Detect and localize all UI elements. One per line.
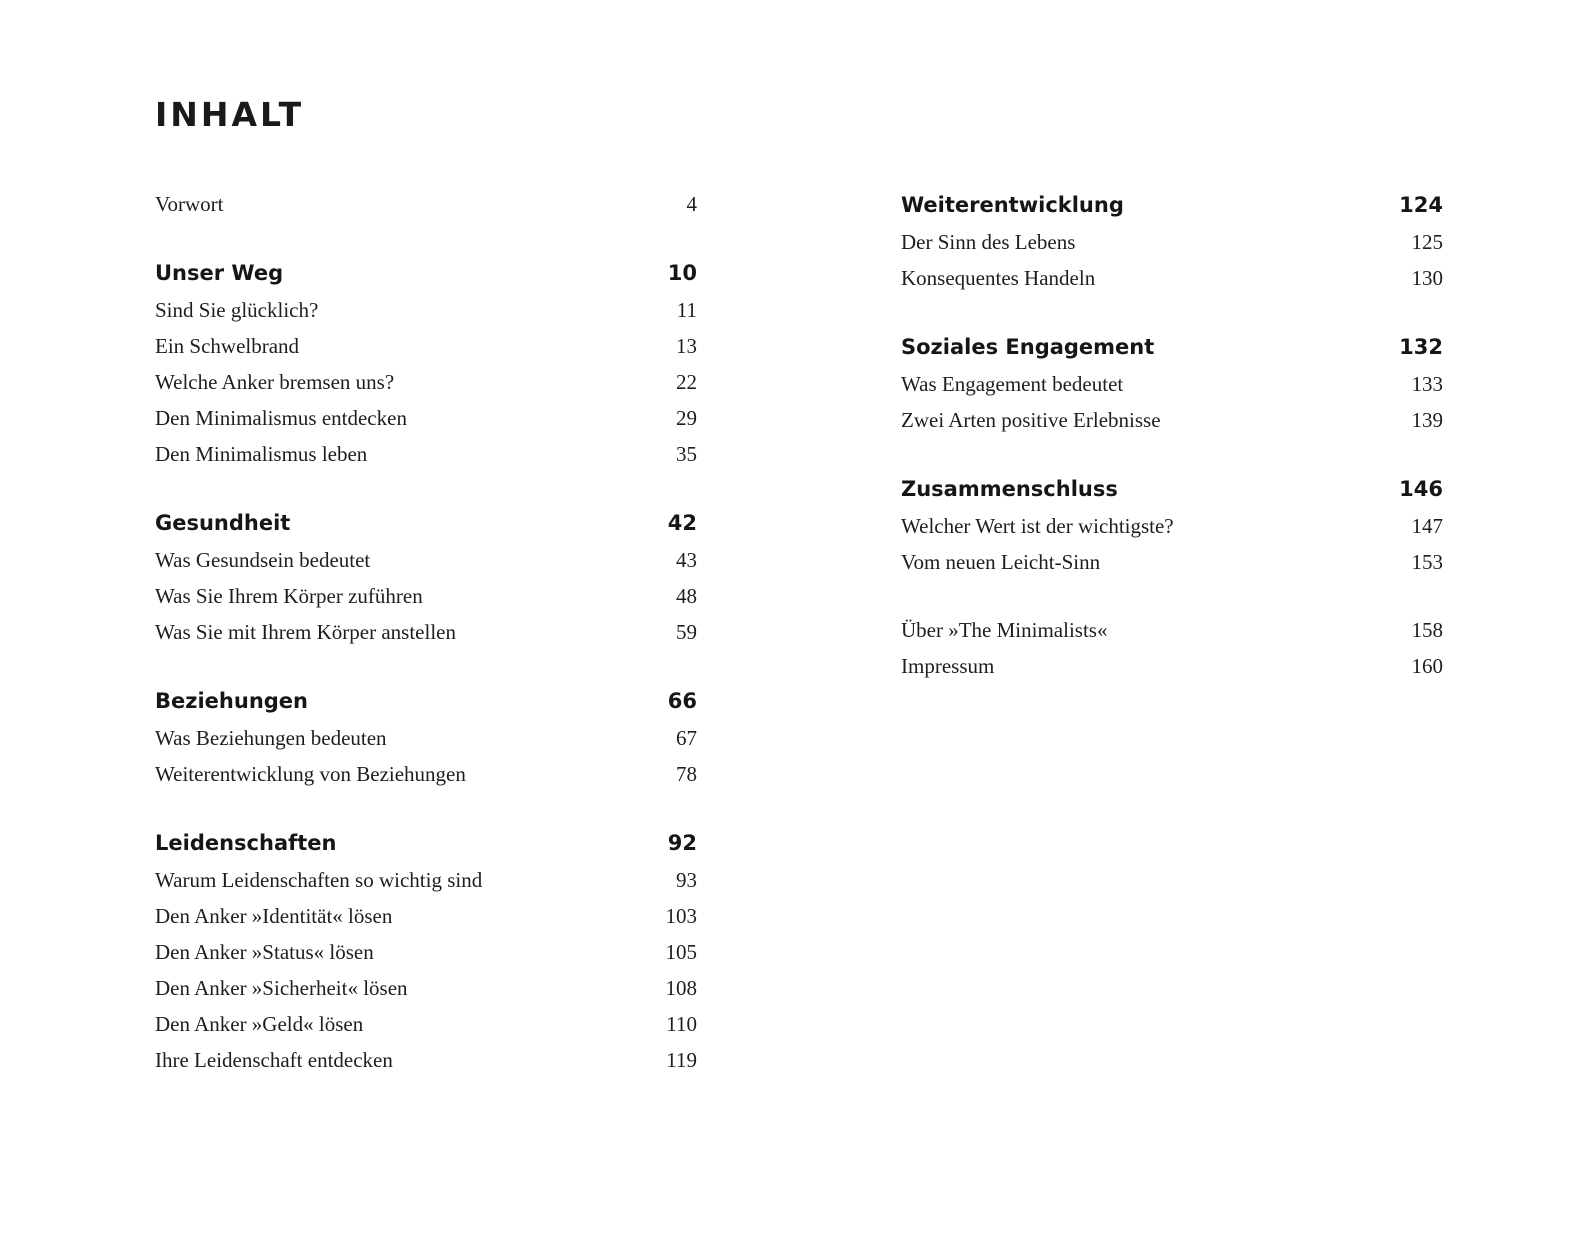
toc-section-soziales-engagement[interactable] — [901, 328, 1443, 366]
toc-entry-label: Welche Anker bremsen uns? — [155, 370, 395, 394]
toc-entry-page: 133 — [1411, 372, 1443, 396]
toc-entry[interactable] — [155, 364, 697, 400]
toc-section-page: 132 — [1399, 335, 1443, 359]
toc-section-gesundheit[interactable] — [155, 504, 697, 542]
toc-entry-label: Den Anker »Identität« lösen — [155, 904, 393, 928]
toc-entry-label: Weiterentwicklung von Beziehungen — [155, 762, 466, 786]
toc-entry-page: 147 — [1411, 514, 1443, 538]
toc-section-title: Leidenschaften — [155, 831, 337, 855]
toc-section-title: Weiterentwicklung — [901, 193, 1124, 217]
toc-entry-page: 153 — [1411, 550, 1443, 574]
toc-entry-page: 67 — [676, 726, 697, 750]
toc-section-page: 146 — [1399, 477, 1443, 501]
toc-entry-label: Vom neuen Leicht-Sinn — [901, 550, 1101, 574]
toc-entry-page: 13 — [676, 334, 697, 358]
toc-entry-page: 43 — [676, 548, 697, 572]
toc-entry[interactable] — [155, 1042, 697, 1078]
toc-entry[interactable] — [155, 578, 697, 614]
toc-entry[interactable] — [155, 542, 697, 578]
toc-section-title: Unser Weg — [155, 261, 284, 285]
toc-entry-label: Den Anker »Status« lösen — [155, 940, 374, 964]
toc-entry-page: 119 — [666, 1048, 697, 1072]
toc-entry[interactable] — [901, 366, 1443, 402]
toc-entry-label: Den Minimalismus entdecken — [155, 406, 407, 430]
toc-entry-label: Den Anker »Sicherheit« lösen — [155, 976, 408, 1000]
toc-entry-label: Über »The Minimalists« — [901, 618, 1108, 642]
toc-entry-label: Vorwort — [155, 192, 224, 216]
toc-entry-page: 160 — [1411, 654, 1443, 678]
toc-entry-page: 110 — [666, 1012, 697, 1036]
toc-entry-page: 22 — [676, 370, 697, 394]
toc-entry-page: 48 — [676, 584, 697, 608]
toc-entry-label: Konsequentes Handeln — [901, 266, 1096, 290]
toc-entry[interactable] — [155, 436, 697, 472]
toc-entry[interactable] — [901, 260, 1443, 296]
toc-section-page: 10 — [667, 261, 697, 285]
toc-entry-page: 78 — [676, 762, 697, 786]
toc-entry[interactable] — [155, 614, 697, 650]
toc-section-title: Zusammenschluss — [901, 477, 1118, 501]
toc-entry-label: Sind Sie glücklich? — [155, 298, 319, 322]
toc-entry[interactable] — [155, 1006, 697, 1042]
toc-entry-impressum[interactable] — [901, 648, 1443, 684]
toc-right-column — [901, 186, 1443, 684]
toc-entry-page: 35 — [676, 442, 697, 466]
toc-section-title: Beziehungen — [155, 689, 308, 713]
toc-entry-label: Welcher Wert ist der wichtigste? — [901, 514, 1174, 538]
toc-entry-label: Was Beziehungen bedeuten — [155, 726, 387, 750]
toc-entry-page: 105 — [665, 940, 697, 964]
toc-section-unser-weg[interactable] — [155, 254, 697, 292]
toc-entry-page: 93 — [676, 868, 697, 892]
toc-entry[interactable] — [155, 720, 697, 756]
toc-entry[interactable] — [901, 544, 1443, 580]
toc-section-page: 66 — [667, 689, 697, 713]
toc-entry-label: Den Anker »Geld« lösen — [155, 1012, 364, 1036]
toc-entry-label: Ihre Leidenschaft entdecken — [155, 1048, 393, 1072]
toc-entry-label: Zwei Arten positive Erlebnisse — [901, 408, 1161, 432]
toc-entry-page: 103 — [665, 904, 697, 928]
toc-entry-page: 125 — [1411, 230, 1443, 254]
toc-entry-label: Was Sie mit Ihrem Körper anstellen — [155, 620, 456, 644]
toc-entry[interactable] — [155, 934, 697, 970]
toc-section-leidenschaften[interactable] — [155, 824, 697, 862]
toc-entry-label: Impressum — [901, 654, 995, 678]
toc-entry-page: 158 — [1411, 618, 1443, 642]
toc-entry-page: 130 — [1411, 266, 1443, 290]
toc-section-beziehungen[interactable] — [155, 682, 697, 720]
toc-section-page: 92 — [667, 831, 697, 855]
toc-entry[interactable] — [901, 402, 1443, 438]
toc-entry[interactable] — [155, 756, 697, 792]
toc-entry-label: Was Gesundsein bedeutet — [155, 548, 371, 572]
toc-entry-vorwort[interactable] — [155, 186, 697, 222]
toc-entry-page: 11 — [676, 298, 697, 322]
toc-section-page: 124 — [1399, 193, 1443, 217]
toc-entry[interactable] — [901, 224, 1443, 260]
toc-entry-page: 59 — [676, 620, 697, 644]
toc-entry-page: 139 — [1411, 408, 1443, 432]
toc-entry[interactable] — [155, 400, 697, 436]
toc-entry[interactable] — [155, 292, 697, 328]
toc-section-weiterentwicklung[interactable] — [901, 186, 1443, 224]
toc-entry-page: 4 — [686, 192, 697, 216]
toc-section-title: Soziales Engagement — [901, 335, 1155, 359]
toc-entry[interactable] — [155, 898, 697, 934]
toc-section-title: Gesundheit — [155, 511, 291, 535]
toc-entry-label: Ein Schwelbrand — [155, 334, 300, 358]
toc-entry[interactable] — [155, 328, 697, 364]
toc-entry[interactable] — [155, 862, 697, 898]
toc-entry-label: Der Sinn des Lebens — [901, 230, 1076, 254]
toc-section-zusammenschluss[interactable] — [901, 470, 1443, 508]
toc-section-page: 42 — [667, 511, 697, 535]
toc-entry-ueber[interactable] — [901, 612, 1443, 648]
toc-left-column — [155, 186, 697, 1078]
toc-entry-page: 29 — [676, 406, 697, 430]
page-title: INHALT — [155, 95, 305, 134]
toc-entry[interactable] — [901, 508, 1443, 544]
toc-entry-label: Was Sie Ihrem Körper zuführen — [155, 584, 423, 608]
toc-entry[interactable] — [155, 970, 697, 1006]
toc-entry-label: Warum Leidenschaften so wichtig sind — [155, 868, 483, 892]
toc-entry-label: Den Minimalismus leben — [155, 442, 368, 466]
toc-entry-label: Was Engagement bedeutet — [901, 372, 1124, 396]
toc-entry-page: 108 — [665, 976, 697, 1000]
